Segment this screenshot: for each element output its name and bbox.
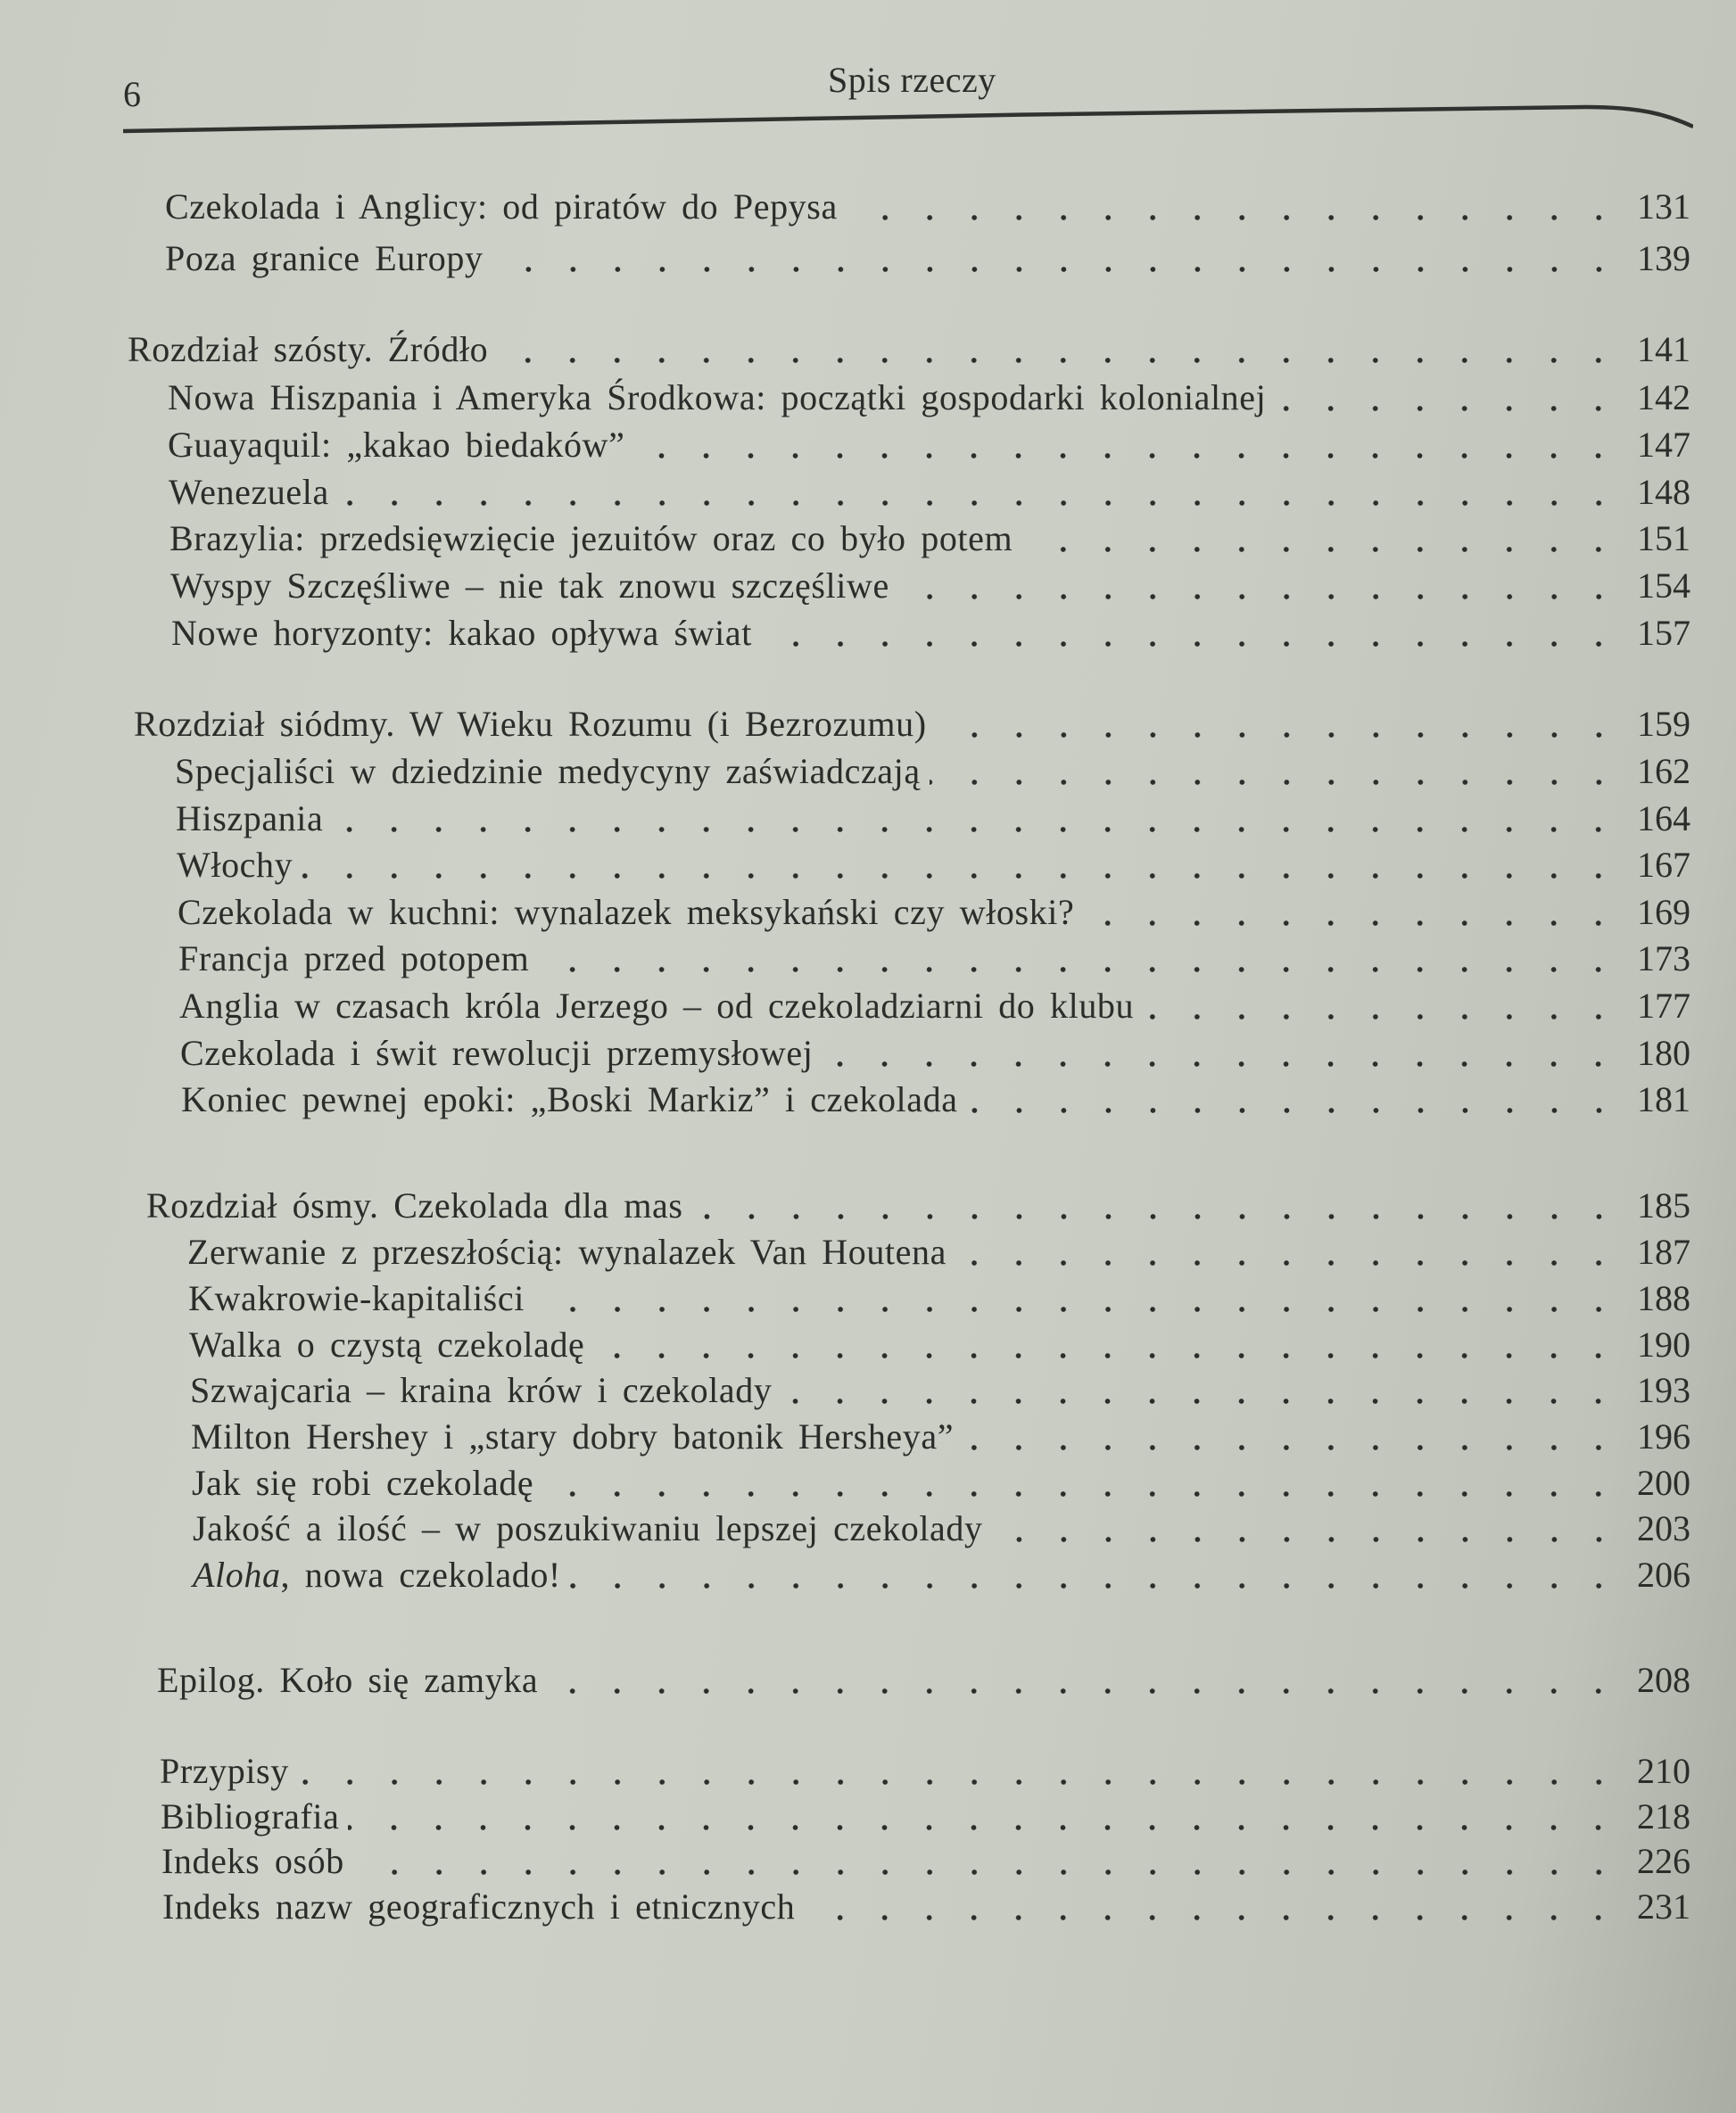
toc-entry-page: 208 <box>1637 1660 1691 1700</box>
toc-entry-title: Poza granice Europy <box>165 238 484 278</box>
dot-leader <box>593 1327 1628 1363</box>
toc-chapter-entry[interactable] <box>134 696 1691 742</box>
toc-entry-title: Hiszpania <box>176 798 324 838</box>
toc-entry-page: 148 <box>1637 472 1691 512</box>
toc-entry-title: Milton Hershey i „stary dobry batonik Hersheya” <box>191 1416 955 1457</box>
toc-entry[interactable] <box>193 1500 1691 1547</box>
dot-leader <box>492 241 1628 277</box>
toc-entry[interactable] <box>168 369 1691 416</box>
toc-entry-title: Koniec pewnej epoki: „Boski Markiz” i czekolada <box>181 1079 958 1119</box>
toc-entry-page: 200 <box>1637 1463 1691 1503</box>
toc-entry-page: 173 <box>1637 938 1691 978</box>
dot-leader <box>955 1234 1628 1270</box>
toc-entry-title: Bibliografia <box>161 1796 340 1836</box>
dot-leader <box>1143 988 1628 1024</box>
dot-leader <box>963 1419 1628 1455</box>
toc-entry-title: Kwakrowie-kapitaliści <box>188 1278 525 1318</box>
dot-leader <box>338 475 1628 510</box>
dot-leader <box>804 1889 1628 1925</box>
toc-entry-page: 181 <box>1637 1079 1691 1119</box>
toc-entry[interactable] <box>170 557 1691 604</box>
dot-leader <box>930 754 1628 789</box>
dot-leader <box>533 1281 1628 1316</box>
toc-entry-page: 218 <box>1637 1796 1691 1836</box>
toc-entry-title: Wenezuela <box>169 472 329 512</box>
dot-leader <box>761 615 1628 651</box>
toc-entry-title: Guayaquil: „kakao biedaków” <box>168 425 625 465</box>
dot-leader <box>692 1188 1628 1224</box>
toc-entry-title: Nowe horyzonty: kakao opływa świat <box>171 613 752 653</box>
toc-entry-page: 226 <box>1637 1841 1691 1881</box>
toc-entry[interactable] <box>165 178 1691 225</box>
dot-leader <box>633 427 1628 463</box>
toc-entry-page: 188 <box>1637 1278 1691 1318</box>
toc-entry-page: 210 <box>1637 1751 1691 1791</box>
toc-entry[interactable] <box>177 837 1691 883</box>
dot-leader <box>822 1036 1628 1071</box>
dot-leader <box>570 1557 1628 1593</box>
dot-leader <box>348 1799 1628 1835</box>
dot-leader <box>967 1082 1628 1118</box>
toc-entry-page: 162 <box>1637 751 1691 791</box>
toc-entry-title-rest: , nowa czekolado! <box>280 1555 561 1595</box>
toc-entry-title: Epilog. Koło się zamyka <box>157 1660 539 1700</box>
toc-entry-title: Indeks nazw geograficznych i etnicznych <box>162 1886 796 1927</box>
toc-entry[interactable] <box>180 1025 1691 1071</box>
toc-entry[interactable] <box>181 1071 1691 1118</box>
dot-leader <box>1275 380 1628 416</box>
dot-leader <box>1083 895 1628 930</box>
toc-entry-page: 164 <box>1637 798 1691 838</box>
toc-entry-title: Wyspy Szczęśliwe – nie tak znowu szczęśliwe <box>170 565 889 606</box>
toc-entry-title: Rozdział szósty. Źródło <box>128 329 489 369</box>
dot-leader <box>302 847 1628 883</box>
toc-entry-title: Szwajcaria – kraina krów i czekolady <box>190 1370 773 1410</box>
toc-entry-title: Nowa Hiszpania i Ameryka Środkowa: początki gospodarki kolonialnej <box>168 377 1267 417</box>
toc-entry[interactable] <box>190 1362 1691 1408</box>
toc-entry-page: 167 <box>1637 845 1691 885</box>
dot-leader <box>542 1465 1628 1501</box>
toc-entry[interactable] <box>171 605 1691 651</box>
toc-entry-title: Zerwanie z przeszłością: wynalazek Van Houtena <box>187 1232 947 1272</box>
toc-entry-page: 157 <box>1637 613 1691 653</box>
toc-entry-page: 187 <box>1637 1232 1691 1272</box>
toc-entry-title: Walka o czystą czekoladę <box>189 1325 585 1365</box>
toc-entry-page: 193 <box>1637 1370 1691 1410</box>
toc-chapter-entry[interactable] <box>157 1652 1691 1698</box>
toc-entry-page: 185 <box>1637 1185 1691 1226</box>
toc-entry-title: Przypisy <box>160 1751 289 1791</box>
toc-entry-title-italic: Aloha <box>193 1555 281 1595</box>
toc-entry[interactable] <box>188 1270 1691 1316</box>
toc-entry-title: Czekolada i Anglicy: od piratów do Pepysa <box>165 186 838 227</box>
toc-entry-title: Jakość a ilość – w poszukiwaniu lepszej czekolady <box>193 1508 983 1548</box>
toc-entry-page: 190 <box>1637 1325 1691 1365</box>
header-rule <box>123 89 1693 143</box>
toc-entry[interactable] <box>176 790 1691 837</box>
toc-entry-title: Czekolada w kuchni: wynalazek meksykański czy włoski? <box>178 892 1075 932</box>
toc-entry[interactable] <box>178 884 1691 930</box>
toc-chapter-entry[interactable] <box>146 1177 1691 1224</box>
dot-leader <box>538 941 1628 977</box>
toc-entry[interactable] <box>193 1547 1691 1593</box>
toc-entry-title: Francja przed potopem <box>178 938 530 978</box>
toc-entry[interactable] <box>192 1455 1691 1501</box>
dot-leader <box>497 332 1628 367</box>
toc-entry[interactable] <box>179 978 1691 1024</box>
toc-backmatter-entry[interactable] <box>161 1788 1691 1835</box>
toc-entry-title: Rozdział siódmy. W Wieku Rozumu (i Bezrozumu) <box>134 704 927 744</box>
toc-entry-page: 131 <box>1637 186 1691 227</box>
toc-entry-page: 159 <box>1637 704 1691 744</box>
toc-backmatter-entry[interactable] <box>161 1833 1691 1879</box>
toc-entry[interactable] <box>175 743 1691 789</box>
toc-entry[interactable] <box>165 230 1691 277</box>
dot-leader <box>332 801 1628 837</box>
toc-entry[interactable] <box>169 464 1691 510</box>
toc-entry-page: 203 <box>1637 1508 1691 1548</box>
toc-chapter-entry[interactable] <box>128 321 1691 367</box>
toc-entry-title: Specjaliści w dziedzinie medycyny zaświadczają <box>175 751 921 791</box>
toc-entry-page: 139 <box>1637 238 1691 278</box>
toc-entry[interactable] <box>168 417 1691 463</box>
toc-entry-page: 196 <box>1637 1416 1691 1457</box>
dot-leader <box>298 1754 1628 1789</box>
dot-leader <box>898 568 1628 604</box>
toc-entry-page: 151 <box>1637 518 1691 558</box>
toc-entry-title: Rozdział ósmy. Czekolada dla mas <box>146 1185 683 1226</box>
toc-entry-title: Brazylia: przedsięwzięcie jezuitów oraz co było potem <box>169 518 1013 558</box>
toc-entry[interactable] <box>191 1408 1691 1455</box>
toc-entry-title: Jak się robi czekoladę <box>192 1463 534 1503</box>
toc-entry[interactable] <box>169 510 1691 557</box>
toc-entry-page: 231 <box>1637 1886 1691 1927</box>
dot-leader <box>936 706 1628 742</box>
toc-entry[interactable] <box>189 1316 1691 1363</box>
dot-leader <box>547 1663 1628 1698</box>
toc-entry-page: 141 <box>1637 329 1691 369</box>
toc-entry[interactable] <box>187 1224 1691 1270</box>
toc-entry-title <box>193 1557 561 1593</box>
toc-entry-title: Włochy <box>177 845 293 885</box>
toc-entry-page: 177 <box>1637 986 1691 1026</box>
toc-backmatter-entry[interactable] <box>162 1878 1691 1925</box>
toc-entry-page: 169 <box>1637 892 1691 932</box>
page-number: 6 <box>123 74 141 114</box>
toc-entry-title: Czekolada i świt rewolucji przemysłowej <box>180 1033 814 1073</box>
dot-leader <box>1021 521 1628 557</box>
toc-entry-page: 142 <box>1637 377 1691 417</box>
toc-entry-title: Indeks osób <box>161 1841 344 1881</box>
dot-leader <box>353 1844 1628 1879</box>
toc-entry-page: 154 <box>1637 565 1691 606</box>
toc-entry-page: 206 <box>1637 1555 1691 1595</box>
toc-entry-title: Anglia w czasach króla Jerzego – od czekoladziarni do klubu <box>179 986 1135 1026</box>
toc-backmatter-entry[interactable] <box>160 1743 1691 1789</box>
toc-entry[interactable] <box>178 930 1691 977</box>
running-title: Spis rzeczy <box>828 60 996 100</box>
dot-leader <box>847 189 1628 225</box>
dot-leader <box>992 1511 1628 1547</box>
toc-entry-page: 180 <box>1637 1033 1691 1073</box>
toc-entry-page: 147 <box>1637 425 1691 465</box>
dot-leader <box>781 1373 1628 1408</box>
